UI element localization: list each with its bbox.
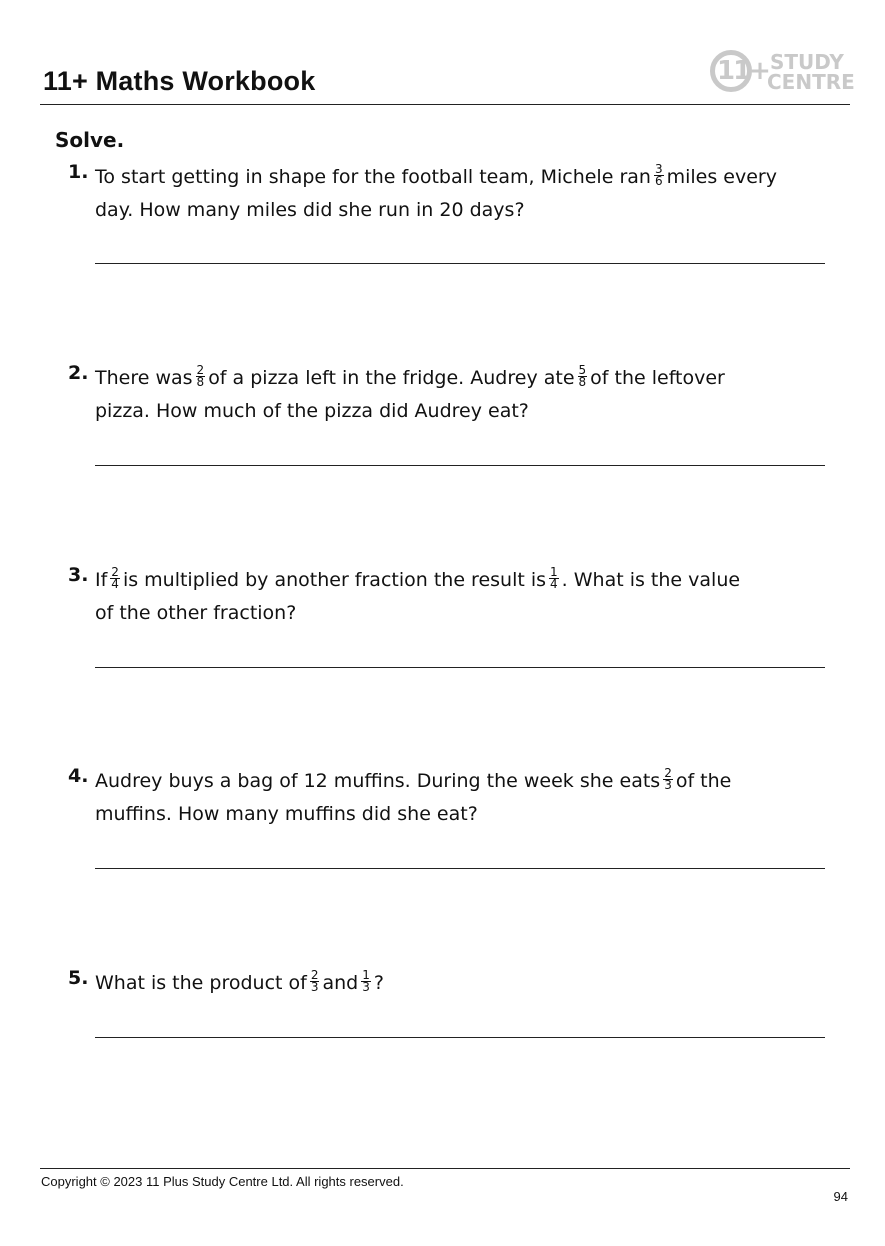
fraction-denominator: 8	[578, 375, 587, 389]
fraction-denominator: 8	[196, 375, 205, 389]
text-segment: is multiplied by another fraction the result is	[122, 569, 547, 591]
question-line-2: muffins. How many muffins did she eat?	[95, 803, 478, 825]
text-segment: There was	[95, 367, 193, 389]
text-segment: of a pizza left in the fridge. Audrey ate	[208, 367, 575, 389]
fraction	[549, 567, 559, 590]
study-centre-logo	[710, 46, 855, 102]
fraction	[578, 365, 588, 388]
fraction-denominator: 6	[654, 174, 663, 188]
fraction-numerator: 5	[578, 363, 587, 377]
fraction	[310, 970, 320, 993]
answer-line-5[interactable]	[95, 1037, 825, 1038]
fraction-denominator: 3	[310, 980, 319, 994]
fraction-denominator: 3	[362, 980, 370, 994]
answer-line-1[interactable]	[95, 263, 825, 264]
text-segment: If	[95, 569, 108, 591]
question-line-1	[95, 161, 795, 194]
fraction-numerator: 2	[196, 363, 205, 377]
fraction	[663, 768, 673, 791]
fraction	[654, 164, 664, 187]
text-segment: of the leftover	[590, 367, 725, 389]
question-text	[95, 967, 795, 1000]
text-segment: ?	[373, 972, 384, 994]
answer-line-4[interactable]	[95, 868, 825, 869]
answer-line-2[interactable]	[95, 465, 825, 466]
logo-number: 11+	[717, 56, 769, 86]
fraction	[110, 567, 120, 590]
fraction-numerator: 2	[310, 968, 319, 982]
question-line-2: of the other fraction?	[95, 602, 297, 624]
question-text	[95, 765, 795, 831]
text-segment: What is the product of	[95, 972, 307, 994]
fraction	[361, 970, 371, 993]
header-divider	[40, 104, 850, 105]
fraction-denominator: 4	[111, 577, 119, 591]
fraction-numerator: 3	[654, 162, 663, 176]
answer-line-3[interactable]	[95, 667, 825, 668]
text-segment: miles every	[666, 166, 777, 188]
page-number: 94	[833, 1189, 848, 1204]
page-title: 11+ Maths Workbook	[43, 66, 316, 96]
question-number: 3.	[68, 564, 89, 586]
fraction-numerator: 1	[550, 565, 558, 579]
copyright-notice: Copyright © 2023 11 Plus Study Centre Ltd. All rights reserved.	[41, 1174, 404, 1189]
question-text	[95, 564, 795, 630]
text-segment: Audrey buys a bag of 12 muffins. During the week she eats	[95, 770, 661, 792]
question-line-1	[95, 765, 795, 798]
question-number: 1.	[68, 161, 89, 183]
fraction-denominator: 3	[664, 778, 672, 792]
text-segment: . What is the value	[561, 569, 741, 591]
logo-line2: CENTRE	[767, 70, 855, 94]
fraction	[196, 365, 206, 388]
fraction-numerator: 1	[362, 968, 370, 982]
question-line-1	[95, 967, 795, 1000]
question-text	[95, 161, 795, 227]
question-line-1	[95, 564, 795, 597]
question-text	[95, 362, 795, 428]
text-segment: To start getting in shape for the football team, Michele ran	[95, 166, 651, 188]
logo-line1: STUDY	[770, 50, 844, 74]
question-line-1	[95, 362, 795, 395]
text-segment: of the	[675, 770, 732, 792]
question-number: 2.	[68, 362, 89, 384]
fraction-numerator: 2	[111, 565, 119, 579]
text-segment: and	[322, 972, 359, 994]
question-number: 5.	[68, 967, 89, 989]
question-line-2: day. How many miles did she run in 20 days?	[95, 199, 525, 221]
question-number: 4.	[68, 765, 89, 787]
section-label: Solve.	[55, 128, 125, 152]
fraction-denominator: 4	[550, 577, 558, 591]
fraction-numerator: 2	[664, 766, 672, 780]
footer-divider	[40, 1168, 850, 1169]
question-line-2: pizza. How much of the pizza did Audrey eat?	[95, 400, 529, 422]
